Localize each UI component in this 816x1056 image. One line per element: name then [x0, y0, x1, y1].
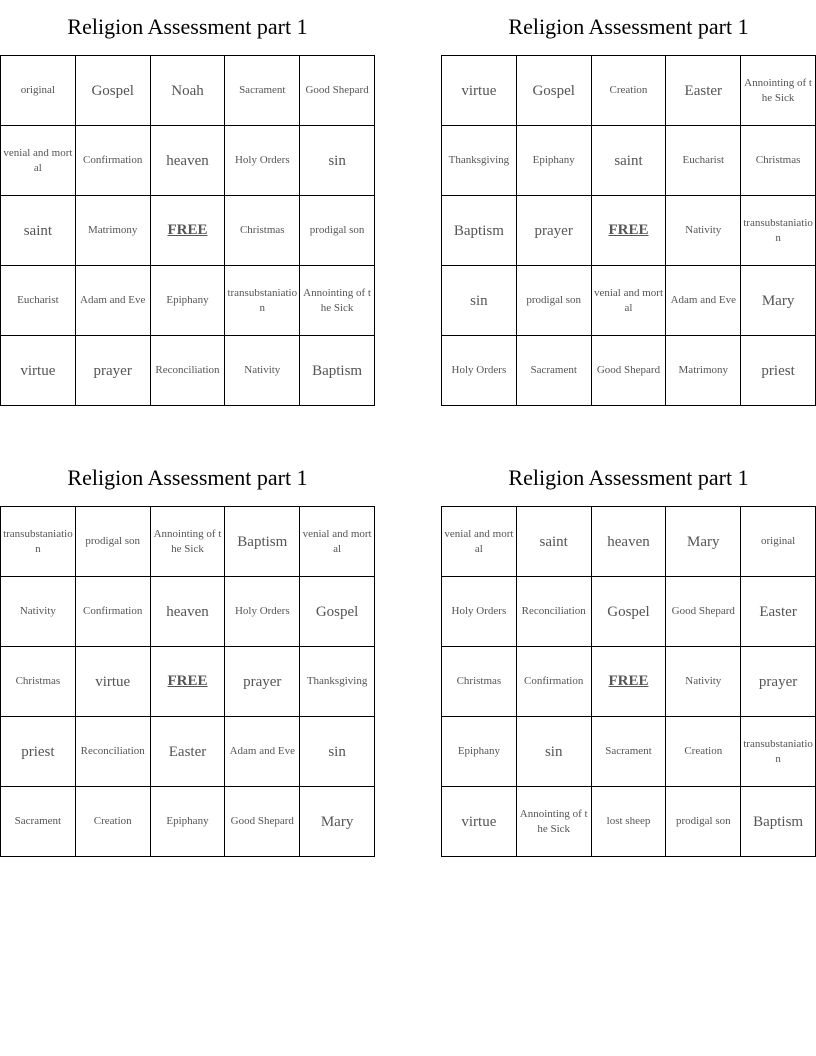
bingo-cell: transubstaniation: [225, 266, 300, 336]
bingo-cell: venial and mortal: [442, 507, 517, 577]
bingo-cell: Mary: [300, 787, 375, 857]
bingo-cell: Adam and Eve: [76, 266, 151, 336]
bingo-cell: Confirmation: [76, 577, 151, 647]
bingo-cell: Mary: [741, 266, 816, 336]
free-cell: FREE: [592, 647, 667, 717]
bingo-grid: [441, 506, 816, 857]
bingo-cell: priest: [741, 336, 816, 406]
bingo-cell: prayer: [225, 647, 300, 717]
free-cell: FREE: [151, 647, 226, 717]
bingo-cell: Annointing of the Sick: [517, 787, 592, 857]
bingo-cell: Annointing of the Sick: [151, 507, 226, 577]
bingo-cell: Holy Orders: [442, 336, 517, 406]
bingo-cell: Thanksgiving: [300, 647, 375, 717]
bingo-cell: Epiphany: [151, 266, 226, 336]
bingo-cell: venial and mortal: [300, 507, 375, 577]
bingo-cell: priest: [1, 717, 76, 787]
bingo-cell: prodigal son: [300, 196, 375, 266]
bingo-cell: Reconciliation: [517, 577, 592, 647]
bingo-cell: prodigal son: [666, 787, 741, 857]
bingo-cell: Adam and Eve: [666, 266, 741, 336]
bingo-cell: Nativity: [1, 577, 76, 647]
bingo-cell: sin: [517, 717, 592, 787]
bingo-cell: Annointing of the Sick: [741, 56, 816, 126]
bingo-cell: Epiphany: [517, 126, 592, 196]
bingo-cell: Baptism: [300, 336, 375, 406]
bingo-cell: Nativity: [666, 647, 741, 717]
card-title: Religion Assessment part 1: [508, 465, 749, 490]
bingo-card-3: [0, 463, 375, 857]
bingo-cell: Epiphany: [442, 717, 517, 787]
bingo-cell: saint: [1, 196, 76, 266]
bingo-cell: Adam and Eve: [225, 717, 300, 787]
bingo-cell: Holy Orders: [442, 577, 517, 647]
bingo-card-2: [441, 12, 816, 406]
bingo-cell: transubstaniation: [741, 717, 816, 787]
bingo-cell: heaven: [151, 126, 226, 196]
bingo-grid: [441, 55, 816, 406]
bingo-cell: Christmas: [442, 647, 517, 717]
bingo-cell: prodigal son: [76, 507, 151, 577]
bingo-cell: virtue: [1, 336, 76, 406]
bingo-cell: Eucharist: [1, 266, 76, 336]
bingo-cell: Creation: [666, 717, 741, 787]
bingo-cell: Christmas: [741, 126, 816, 196]
bingo-cell: heaven: [151, 577, 226, 647]
bingo-cell: Holy Orders: [225, 126, 300, 196]
bingo-cell: sin: [300, 126, 375, 196]
bingo-cell: Epiphany: [151, 787, 226, 857]
bingo-card-1: [0, 12, 375, 406]
bingo-cell: heaven: [592, 507, 667, 577]
card-title: Religion Assessment part 1: [508, 14, 749, 39]
bingo-cell: Sacrament: [592, 717, 667, 787]
bingo-cell: Creation: [76, 787, 151, 857]
bingo-cell: Noah: [151, 56, 226, 126]
bingo-cell: Baptism: [225, 507, 300, 577]
bingo-cell: prayer: [741, 647, 816, 717]
bingo-grid: [0, 506, 375, 857]
bingo-cell: sin: [300, 717, 375, 787]
bingo-cell: original: [1, 56, 76, 126]
bingo-cell: Good Shepard: [592, 336, 667, 406]
bingo-cell: venial and mortal: [592, 266, 667, 336]
card-title: Religion Assessment part 1: [67, 465, 308, 490]
bingo-cell: Easter: [666, 56, 741, 126]
bingo-cell: Creation: [592, 56, 667, 126]
bingo-cell: prayer: [517, 196, 592, 266]
bingo-cell: Easter: [741, 577, 816, 647]
bingo-cell: lost sheep: [592, 787, 667, 857]
bingo-cell: Nativity: [666, 196, 741, 266]
bingo-cell: Gospel: [592, 577, 667, 647]
bingo-cell: Good Shepard: [666, 577, 741, 647]
bingo-cell: prodigal son: [517, 266, 592, 336]
bingo-cell: Annointing of the Sick: [300, 266, 375, 336]
free-cell: FREE: [592, 196, 667, 266]
bingo-cell: virtue: [76, 647, 151, 717]
free-cell: FREE: [151, 196, 226, 266]
bingo-cell: Nativity: [225, 336, 300, 406]
bingo-cell: Confirmation: [517, 647, 592, 717]
bingo-cell: Sacrament: [1, 787, 76, 857]
bingo-cell: Matrimony: [666, 336, 741, 406]
bingo-grid: [0, 55, 375, 406]
bingo-cell: saint: [592, 126, 667, 196]
bingo-cell: sin: [442, 266, 517, 336]
bingo-cell: prayer: [76, 336, 151, 406]
bingo-cell: Christmas: [225, 196, 300, 266]
bingo-cell: Gospel: [517, 56, 592, 126]
bingo-cell: Mary: [666, 507, 741, 577]
bingo-cell: Baptism: [741, 787, 816, 857]
bingo-cell: Matrimony: [76, 196, 151, 266]
bingo-cell: Baptism: [442, 196, 517, 266]
bingo-cell: Good Shepard: [300, 56, 375, 126]
bingo-cell: Thanksgiving: [442, 126, 517, 196]
bingo-cell: transubstaniation: [1, 507, 76, 577]
bingo-cell: Eucharist: [666, 126, 741, 196]
bingo-cell: Confirmation: [76, 126, 151, 196]
bingo-cell: Easter: [151, 717, 226, 787]
bingo-cell: Reconciliation: [76, 717, 151, 787]
bingo-cell: Gospel: [76, 56, 151, 126]
bingo-cell: Sacrament: [225, 56, 300, 126]
bingo-cell: virtue: [442, 56, 517, 126]
bingo-cell: saint: [517, 507, 592, 577]
bingo-cell: Holy Orders: [225, 577, 300, 647]
bingo-cell: Good Shepard: [225, 787, 300, 857]
bingo-cell: Christmas: [1, 647, 76, 717]
bingo-cell: transubstaniation: [741, 196, 816, 266]
bingo-cell: Sacrament: [517, 336, 592, 406]
bingo-cell: venial and mortal: [1, 126, 76, 196]
bingo-cell: virtue: [442, 787, 517, 857]
bingo-card-4: [441, 463, 816, 857]
bingo-cell: Reconciliation: [151, 336, 226, 406]
card-title: Religion Assessment part 1: [67, 14, 308, 39]
bingo-cell: Gospel: [300, 577, 375, 647]
bingo-cell: original: [741, 507, 816, 577]
